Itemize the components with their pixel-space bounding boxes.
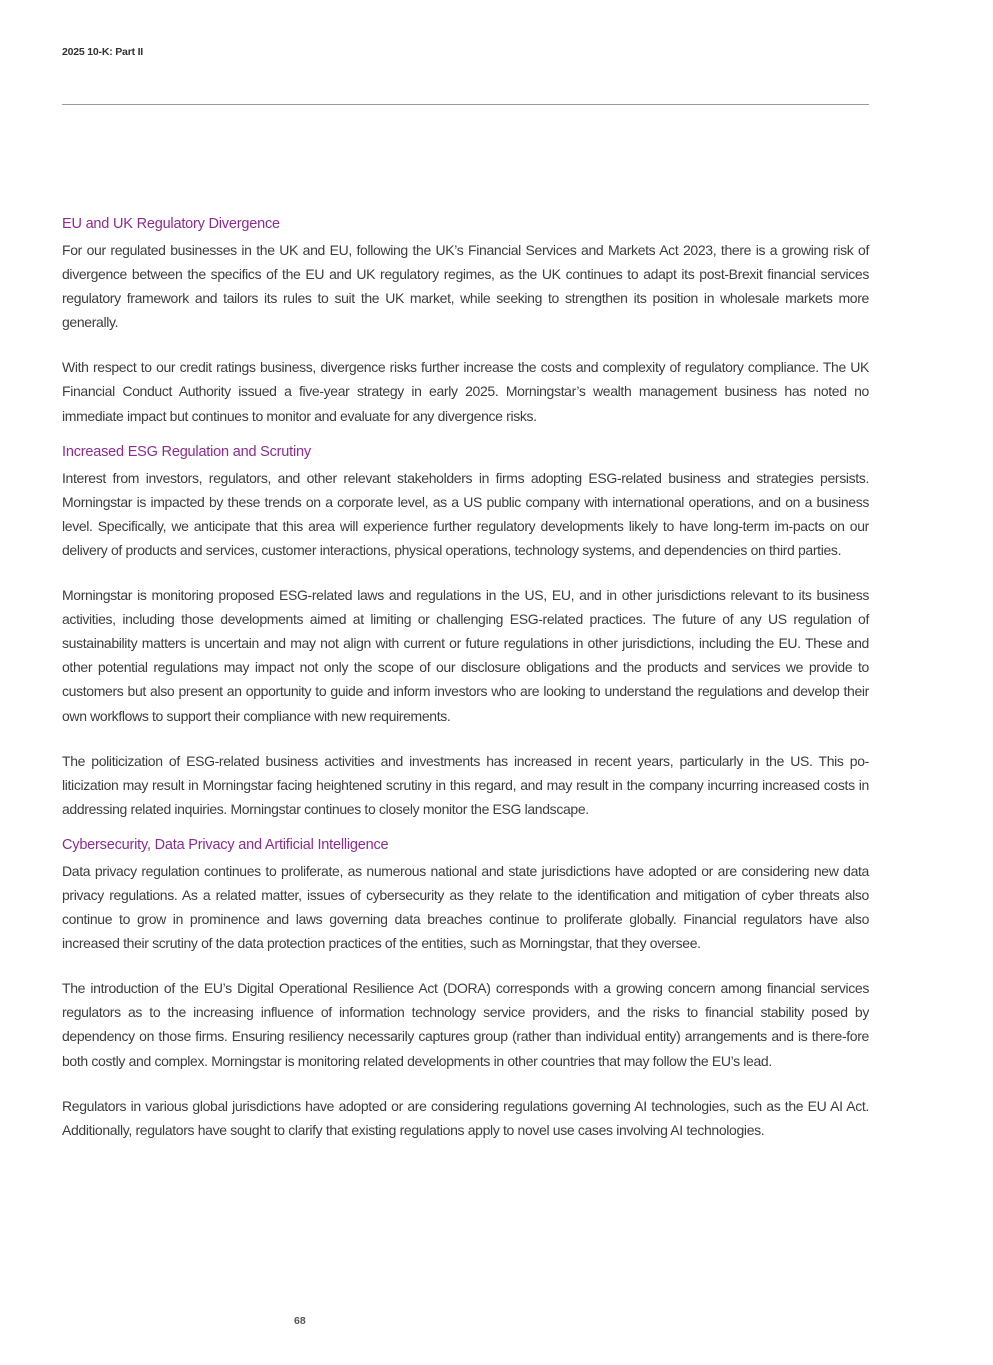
section-esg-regulation <box>62 441 869 821</box>
paragraph: Data privacy regulation continues to proliferate, as numerous national and state jurisdictions have adopted or are considering new data privacy regulations. As a related matter, issues of cybersecurity as they relate to the identification and mitigation of cyber threats also continue to grow in prominence and laws governing data breaches continue to proliferate globally. Financial regulators have also increased their scrutiny of the data protection practices of the entities, such as Morningstar, that they oversee. <box>62 862 869 952</box>
paragraph: With respect to our credit ratings business, divergence risks further increase the costs and complexity of regulatory compliance. The UK Financial Conduct Authority issued a five-year strategy in early 2025. Morningstar’s wealth management business has noted no immediate impact but continues to monitor and evaluate for any divergence risks. <box>62 359 869 424</box>
paragraph: For our regulated businesses in the UK and EU, following the UK’s Financial Services and Markets Act 2023, there is a growing risk of divergence between the specifics of the EU and UK regulatory regimes, as the UK continues to adapt its post-Brexit financial services regulatory framework and tailors its rules to suit the UK market, while seeking to strengthen its position in wholesale markets more generally. <box>62 242 869 331</box>
paragraph: The politicization of ESG-related business activities and investments has increased in recent years, particularly in the US. This po-liticization may result in Morningstar facing heightened scrutiny in this regard, and may result in the company incurring increased costs in addressing related inquiries. Morningstar continues to closely monitor the ESG landscape. <box>62 752 869 817</box>
section-heading: EU and UK Regulatory Divergence <box>62 216 280 232</box>
paragraph: Interest from investors, regulators, and other relevant stakeholders in firms adopting ESG-related business and strategies persists. Morningstar is impacted by these trends on a corporate level, as a US public company with international operations, and on a business level. Specifically, we anticipate that this area will experience further regulatory developments likely to have long-term im-pacts on our delivery of products and services, customer interactions, physical operations, technology systems, and dependencies on third parties. <box>62 469 869 558</box>
paragraph: Regulators in various global jurisdictions have adopted or are considering regulations governing AI technologies, such as the EU AI Act. Additionally, regulators have sought to clarify that existing regulations apply to novel use cases involving AI technologies. <box>62 1097 869 1138</box>
section-heading: Cybersecurity, Data Privacy and Artificial Intelligence <box>62 836 389 853</box>
section-eu-uk-divergence <box>62 213 869 428</box>
document-body <box>62 213 869 1163</box>
running-header: 2025 10-K: Part II <box>62 46 144 58</box>
header-divider <box>62 104 869 105</box>
page-number: 68 <box>294 1315 306 1327</box>
paragraph: Morningstar is monitoring proposed ESG-related laws and regulations in the US, EU, and in other jurisdictions relevant to its business activities, including those developments aimed at limiting or challenging ESG-related practices. The future of any US regulation of sustainability matters is uncertain and may not align with current or future regulations in other jurisdictions, including the EU. These and other potential regulations may impact not only the scope of our disclosure obligations and the products and services we provide to customers but also present an opportunity to guide and inform investors who are looking to understand the regulations and develop their own workflows to support their compliance with new requirements. <box>62 587 869 724</box>
paragraph: The introduction of the EU’s Digital Operational Resilience Act (DORA) corresponds with a growing concern among financial services regulators as to the increasing influence of information technology service providers, and the risks to financial stability posed by dependency on those firms. Ensuring resiliency necessarily captures group (rather than individual entity) arrangements and is there-fore both costly and complex. Morningstar is monitoring related developments in other countries that may follow the EU’s lead. <box>62 980 869 1069</box>
section-cybersecurity-privacy-ai <box>62 834 869 1142</box>
section-heading: Increased ESG Regulation and Scrutiny <box>62 443 311 460</box>
